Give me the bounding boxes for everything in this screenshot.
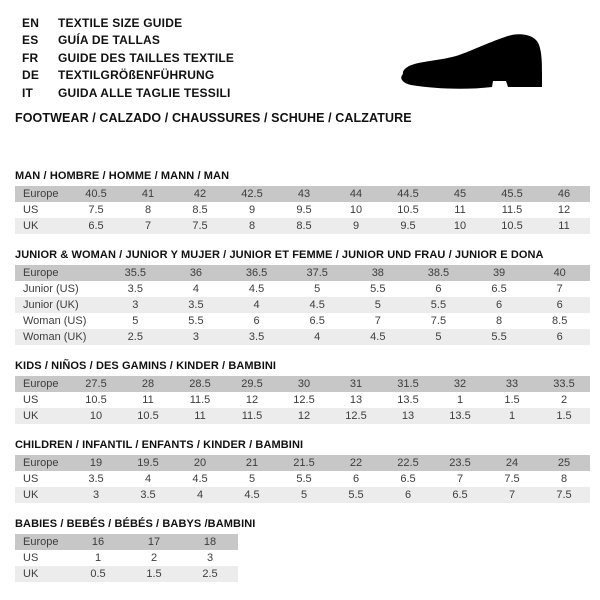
size-table-section bbox=[15, 518, 590, 582]
size-value: 8.5 bbox=[192, 203, 208, 216]
size-value: 3.5 bbox=[188, 298, 204, 311]
size-value: 7 bbox=[456, 472, 464, 485]
table-row bbox=[15, 550, 238, 566]
size-value: 36.5 bbox=[245, 266, 268, 279]
size-value: 42.5 bbox=[241, 187, 263, 200]
language-label: TEXTILE SIZE GUIDE bbox=[58, 15, 183, 30]
size-value: 6 bbox=[496, 298, 503, 311]
size-value: 36 bbox=[189, 266, 203, 279]
shoe-icon bbox=[396, 33, 586, 95]
size-value: 21 bbox=[245, 456, 259, 469]
row-label: US bbox=[23, 393, 39, 406]
row-label: UK bbox=[23, 488, 39, 501]
size-value: 27.5 bbox=[85, 377, 107, 390]
size-value: 2 bbox=[560, 393, 568, 406]
size-value: 10.5 bbox=[137, 409, 159, 422]
size-table-section bbox=[15, 439, 590, 503]
size-table bbox=[15, 186, 590, 234]
size-value: 10.5 bbox=[397, 203, 419, 216]
size-value: 4.5 bbox=[192, 472, 208, 485]
row-label: Europe bbox=[23, 377, 59, 390]
size-value: 5 bbox=[248, 472, 256, 485]
size-value: 19.5 bbox=[137, 456, 159, 469]
language-code: ES bbox=[22, 33, 39, 48]
row-label: US bbox=[23, 472, 39, 485]
size-value: 12 bbox=[297, 409, 311, 422]
row-label: US bbox=[23, 203, 39, 216]
category-header: FOOTWEAR / CALZADO / CHAUSSURES / SCHUHE / CALZATURE bbox=[15, 110, 412, 125]
size-value: 17 bbox=[147, 535, 161, 548]
table-row bbox=[15, 408, 590, 424]
table-row bbox=[15, 534, 238, 550]
size-value: 8 bbox=[560, 472, 568, 485]
size-value: 3 bbox=[206, 551, 214, 564]
size-value: 5.5 bbox=[491, 330, 507, 343]
size-value: 37.5 bbox=[306, 266, 328, 279]
size-value: 5 bbox=[300, 488, 308, 501]
size-value: 33.5 bbox=[553, 377, 575, 390]
size-value: 44.5 bbox=[397, 187, 419, 200]
size-value: 13.5 bbox=[397, 393, 419, 406]
language-label: GUIDE DES TAILLES TEXTILE bbox=[58, 50, 235, 65]
size-value: 12 bbox=[557, 203, 571, 216]
size-value: 4 bbox=[144, 472, 152, 485]
size-value: 31 bbox=[349, 377, 363, 390]
size-table bbox=[15, 265, 590, 345]
size-value: 1.5 bbox=[504, 393, 520, 406]
size-value: 3.5 bbox=[140, 488, 156, 501]
size-value: 46 bbox=[557, 187, 571, 200]
size-value: 4.5 bbox=[370, 330, 386, 343]
size-value: 3.5 bbox=[248, 330, 265, 343]
size-value: 31.5 bbox=[397, 377, 419, 390]
size-value: 9 bbox=[352, 219, 360, 232]
language-row-en bbox=[15, 14, 590, 32]
size-value: 7.5 bbox=[556, 488, 572, 501]
size-value: 44 bbox=[349, 187, 363, 200]
size-tables-container bbox=[15, 170, 590, 582]
size-value: 4 bbox=[314, 330, 321, 343]
table-row bbox=[15, 186, 590, 202]
language-code: FR bbox=[22, 50, 39, 65]
size-value: 5.5 bbox=[430, 298, 447, 311]
size-value: 22.5 bbox=[397, 456, 419, 469]
size-value: 3 bbox=[92, 488, 100, 501]
table-row bbox=[15, 471, 590, 487]
language-label: GUÍA DE TALLAS bbox=[58, 33, 161, 48]
size-value: 3 bbox=[192, 330, 199, 343]
size-value: 5 bbox=[314, 282, 321, 295]
size-value: 40.5 bbox=[85, 187, 107, 200]
size-value: 4.5 bbox=[244, 488, 260, 501]
size-value: 7.5 bbox=[88, 203, 104, 216]
size-value: 8.5 bbox=[296, 219, 312, 232]
size-value: 28.5 bbox=[189, 377, 211, 390]
table-row bbox=[15, 392, 590, 408]
size-value: 38 bbox=[371, 266, 384, 279]
table-row bbox=[15, 376, 590, 392]
size-value: 6.5 bbox=[400, 472, 416, 485]
size-value: 11 bbox=[194, 409, 206, 422]
size-value: 6.5 bbox=[309, 314, 325, 327]
size-value: 7 bbox=[144, 219, 152, 232]
language-code: DE bbox=[22, 68, 40, 83]
size-value: 8 bbox=[248, 219, 256, 232]
table-row bbox=[15, 329, 590, 345]
size-value: 5.5 bbox=[296, 472, 312, 485]
size-value: 11.5 bbox=[501, 203, 523, 216]
size-value: 35.5 bbox=[124, 266, 147, 279]
size-value: 1 bbox=[456, 393, 464, 406]
size-value: 45 bbox=[453, 187, 467, 200]
size-value: 7 bbox=[374, 314, 381, 327]
size-value: 22 bbox=[349, 456, 363, 469]
size-value: 4 bbox=[192, 282, 199, 295]
size-value: 9.5 bbox=[400, 219, 416, 232]
size-table-section bbox=[15, 170, 590, 234]
size-value: 25 bbox=[557, 456, 571, 469]
size-value: 13.5 bbox=[449, 409, 471, 422]
row-label: Junior (US) bbox=[23, 282, 79, 295]
size-value: 7 bbox=[556, 282, 563, 295]
size-table bbox=[15, 534, 238, 582]
size-value: 42 bbox=[193, 187, 207, 200]
size-value: 10 bbox=[453, 219, 467, 232]
size-value: 8 bbox=[144, 203, 152, 216]
size-value: 5 bbox=[132, 314, 139, 327]
size-value: 13 bbox=[349, 393, 363, 406]
size-value: 10.5 bbox=[501, 219, 523, 232]
size-value: 23.5 bbox=[449, 456, 471, 469]
size-value: 12.5 bbox=[293, 393, 315, 406]
row-label: Junior (UK) bbox=[23, 298, 79, 311]
size-value: 43 bbox=[297, 187, 311, 200]
size-value: 7.5 bbox=[504, 472, 520, 485]
row-label: Woman (UK) bbox=[23, 330, 87, 343]
size-value: 39 bbox=[492, 266, 506, 279]
size-table-title: JUNIOR & WOMAN / JUNIOR Y MUJER / JUNIOR ET FEMME / JUNIOR UND FRAU / JUNIOR E DONA bbox=[15, 248, 544, 261]
size-value: 11 bbox=[142, 393, 154, 406]
size-value: 7.5 bbox=[192, 219, 208, 232]
row-label: Europe bbox=[23, 187, 59, 200]
size-table bbox=[15, 455, 590, 503]
size-table-section bbox=[15, 360, 590, 424]
size-value: 3 bbox=[132, 298, 139, 311]
table-row bbox=[15, 566, 238, 582]
row-label: Europe bbox=[23, 535, 59, 548]
size-value: 38.5 bbox=[427, 266, 450, 279]
size-table-section bbox=[15, 249, 590, 345]
size-value: 40 bbox=[553, 266, 566, 279]
size-value: 4.5 bbox=[248, 282, 265, 295]
size-value: 18 bbox=[203, 535, 217, 548]
size-value: 29.5 bbox=[241, 377, 263, 390]
size-value: 6 bbox=[352, 472, 360, 485]
size-value: 8.5 bbox=[552, 314, 568, 327]
language-label: TEXTILGRÖßENFÜHRUNG bbox=[58, 68, 215, 83]
size-value: 21.5 bbox=[293, 456, 315, 469]
size-value: 41 bbox=[141, 187, 155, 200]
size-value: 3.5 bbox=[88, 472, 104, 485]
table-row bbox=[15, 487, 590, 503]
size-value: 6 bbox=[435, 282, 442, 295]
size-value: 20 bbox=[193, 456, 207, 469]
size-value: 1 bbox=[508, 409, 516, 422]
size-value: 6.5 bbox=[88, 219, 104, 232]
size-table-title: MAN / HOMBRE / HOMME / MANN / MAN bbox=[15, 169, 230, 182]
size-value: 10 bbox=[349, 203, 363, 216]
size-value: 4 bbox=[253, 298, 260, 311]
size-table-title: KIDS / NIÑOS / DES GAMINS / KINDER / BAMBINI bbox=[15, 359, 277, 372]
table-row bbox=[15, 202, 590, 218]
size-value: 6 bbox=[253, 314, 260, 327]
size-value: 6 bbox=[556, 298, 563, 311]
size-table bbox=[15, 376, 590, 424]
size-value: 5.5 bbox=[188, 314, 204, 327]
table-row bbox=[15, 281, 590, 297]
table-row bbox=[15, 265, 590, 281]
size-value: 3.5 bbox=[127, 282, 143, 295]
size-value: 11 bbox=[558, 219, 570, 232]
size-value: 5 bbox=[374, 298, 381, 311]
size-value: 9 bbox=[248, 203, 256, 216]
size-value: 5 bbox=[435, 330, 442, 343]
size-value: 6 bbox=[404, 488, 412, 501]
size-value: 11.5 bbox=[241, 409, 263, 422]
row-label: Europe bbox=[23, 456, 59, 469]
size-value: 7.5 bbox=[430, 314, 447, 327]
row-label: Woman (US) bbox=[23, 314, 87, 327]
row-label: UK bbox=[23, 409, 39, 422]
size-value: 11 bbox=[454, 203, 466, 216]
size-value: 0.5 bbox=[90, 567, 106, 580]
row-label: US bbox=[23, 551, 39, 564]
size-value: 45.5 bbox=[501, 187, 523, 200]
size-table-title: BABIES / BEBÉS / BÉBÉS / BABYS /BAMBINI bbox=[15, 517, 256, 530]
size-value: 33 bbox=[505, 377, 519, 390]
size-value: 10 bbox=[89, 409, 103, 422]
size-value: 30 bbox=[297, 377, 311, 390]
table-row bbox=[15, 297, 590, 313]
table-row bbox=[15, 313, 590, 329]
size-value: 19 bbox=[89, 456, 103, 469]
size-value: 1 bbox=[94, 551, 102, 564]
size-value: 7 bbox=[508, 488, 516, 501]
size-table-title: CHILDREN / INFANTIL / ENFANTS / KINDER / BAMBINI bbox=[15, 438, 304, 451]
size-value: 4.5 bbox=[309, 298, 325, 311]
size-value: 28 bbox=[141, 377, 155, 390]
size-value: 12.5 bbox=[345, 409, 367, 422]
row-label: UK bbox=[23, 219, 39, 232]
table-row bbox=[15, 455, 590, 471]
size-value: 2 bbox=[150, 551, 158, 564]
size-value: 5.5 bbox=[370, 282, 386, 295]
size-value: 6 bbox=[556, 330, 563, 343]
size-value: 2.5 bbox=[202, 567, 218, 580]
size-value: 11.5 bbox=[189, 393, 211, 406]
size-value: 12 bbox=[245, 393, 259, 406]
language-code: EN bbox=[22, 15, 40, 30]
size-value: 1.5 bbox=[146, 567, 162, 580]
size-value: 1.5 bbox=[556, 409, 572, 422]
size-value: 6.5 bbox=[452, 488, 468, 501]
size-value: 2.5 bbox=[127, 330, 143, 343]
size-value: 24 bbox=[505, 456, 519, 469]
size-value: 32 bbox=[453, 377, 467, 390]
size-value: 13 bbox=[401, 409, 415, 422]
row-label: Europe bbox=[23, 266, 59, 279]
language-code: IT bbox=[22, 85, 34, 100]
size-value: 9.5 bbox=[296, 203, 312, 216]
size-value: 4 bbox=[196, 488, 204, 501]
table-row bbox=[15, 218, 590, 234]
size-value: 8 bbox=[496, 314, 503, 327]
row-label: UK bbox=[23, 567, 39, 580]
language-label: GUIDA ALLE TAGLIE TESSILI bbox=[58, 85, 231, 100]
size-value: 10.5 bbox=[85, 393, 107, 406]
size-value: 6.5 bbox=[491, 282, 507, 295]
size-value: 16 bbox=[91, 535, 105, 548]
size-value: 5.5 bbox=[348, 488, 364, 501]
